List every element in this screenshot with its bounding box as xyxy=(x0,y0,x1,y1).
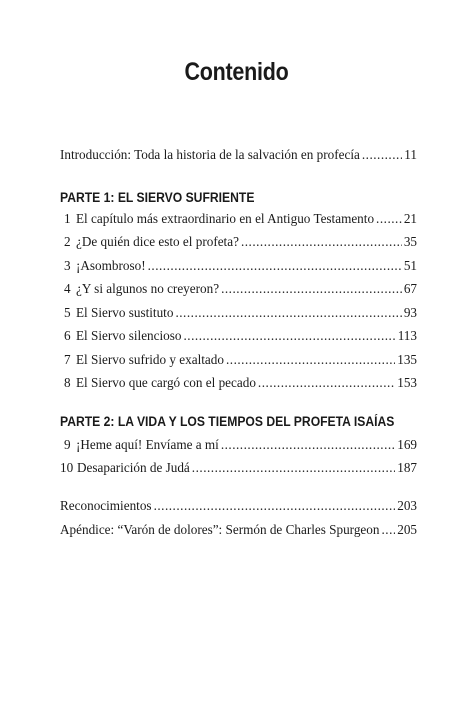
toc-entry-page: 169 xyxy=(397,437,417,452)
toc-entry-label: Reconocimientos xyxy=(60,498,152,513)
toc-entry-label: ¿De quién dice esto el profeta? xyxy=(76,234,239,249)
toc-entry-label: El Siervo sufrido y exaltado xyxy=(76,352,224,367)
toc-entry-page: 203 xyxy=(397,498,417,513)
dot-leader xyxy=(184,328,396,344)
toc-entry-page: 135 xyxy=(397,352,417,367)
toc-entry-chapter-9 xyxy=(64,437,417,453)
toc-entry-label: ¡Asombroso! xyxy=(76,258,146,273)
toc-entry-label: ¿Y si algunos no creyeron? xyxy=(76,281,220,296)
toc-entry-intro xyxy=(60,147,417,163)
toc-entry-page: 153 xyxy=(397,375,417,390)
toc-entry-label: El capítulo más extraordinario en el Antiguo Testamento xyxy=(76,211,375,226)
dot-leader xyxy=(175,305,401,321)
chapter-number: 2 xyxy=(64,234,71,249)
dot-leader xyxy=(362,147,402,163)
toc-entry-chapter-2 xyxy=(64,234,417,250)
toc-entry-label: El Siervo que cargó con el pecado xyxy=(76,375,256,390)
toc-entry-page: 67 xyxy=(403,281,417,296)
chapter-number: 4 xyxy=(64,281,71,296)
toc-entry-page: 113 xyxy=(397,328,417,343)
toc-entry-label: Desaparición de Judá xyxy=(77,460,190,475)
toc-entry-appendix xyxy=(60,522,417,538)
toc-entry-chapter-1 xyxy=(64,211,417,227)
dot-leader xyxy=(148,258,402,274)
toc-entry-chapter-10 xyxy=(60,460,417,476)
toc-entry-chapter-8 xyxy=(64,375,417,391)
dot-leader xyxy=(258,375,395,391)
toc-entry-page: 93 xyxy=(403,305,417,320)
part-1-heading: PARTE 1: EL SIERVO SUFRIENTE xyxy=(60,190,255,205)
page-title: Contenido xyxy=(184,58,289,86)
dot-leader xyxy=(221,437,395,453)
dot-leader xyxy=(221,281,402,297)
dot-leader xyxy=(241,234,402,250)
toc-entry-chapter-3 xyxy=(64,258,417,274)
toc-entry-label: El Siervo silencioso xyxy=(76,328,182,343)
toc-entry-acknowledgments xyxy=(60,498,417,514)
toc-entry-page: 21 xyxy=(403,211,417,226)
part-2-heading: PARTE 2: LA VIDA Y LOS TIEMPOS DEL PROFETA ISAÍAS xyxy=(60,414,395,429)
chapter-number: 7 xyxy=(64,352,71,367)
toc-entry-page: 205 xyxy=(397,522,417,537)
chapter-number: 3 xyxy=(64,258,71,273)
toc-entry-chapter-6 xyxy=(64,328,417,344)
toc-entry-page: 35 xyxy=(403,234,417,249)
toc-entry-label: Introducción: Toda la historia de la salvación en profecía xyxy=(60,147,360,162)
dot-leader xyxy=(226,352,395,368)
dot-leader xyxy=(192,460,395,476)
toc-entry-page: 187 xyxy=(397,460,417,475)
dot-leader xyxy=(154,498,396,514)
toc-entry-page: 51 xyxy=(403,258,417,273)
toc-entry-label: ¡Heme aquí! Envíame a mí xyxy=(76,437,219,452)
chapter-number: 10 xyxy=(60,460,74,475)
chapter-number: 8 xyxy=(64,375,71,390)
toc-entry-label: El Siervo sustituto xyxy=(76,305,174,320)
chapter-number: 1 xyxy=(64,211,71,226)
chapter-number: 6 xyxy=(64,328,71,343)
chapter-number: 9 xyxy=(64,437,71,452)
dot-leader xyxy=(376,211,402,227)
toc-entry-chapter-7 xyxy=(64,352,417,368)
toc-entry-chapter-5 xyxy=(64,305,417,321)
toc-entry-label: Apéndice: “Varón de dolores”: Sermón de Charles Spurgeon xyxy=(60,522,380,537)
toc-entry-page: 11 xyxy=(404,147,417,162)
dot-leader xyxy=(381,522,395,538)
toc-entry-chapter-4 xyxy=(64,281,417,297)
chapter-number: 5 xyxy=(64,305,71,320)
